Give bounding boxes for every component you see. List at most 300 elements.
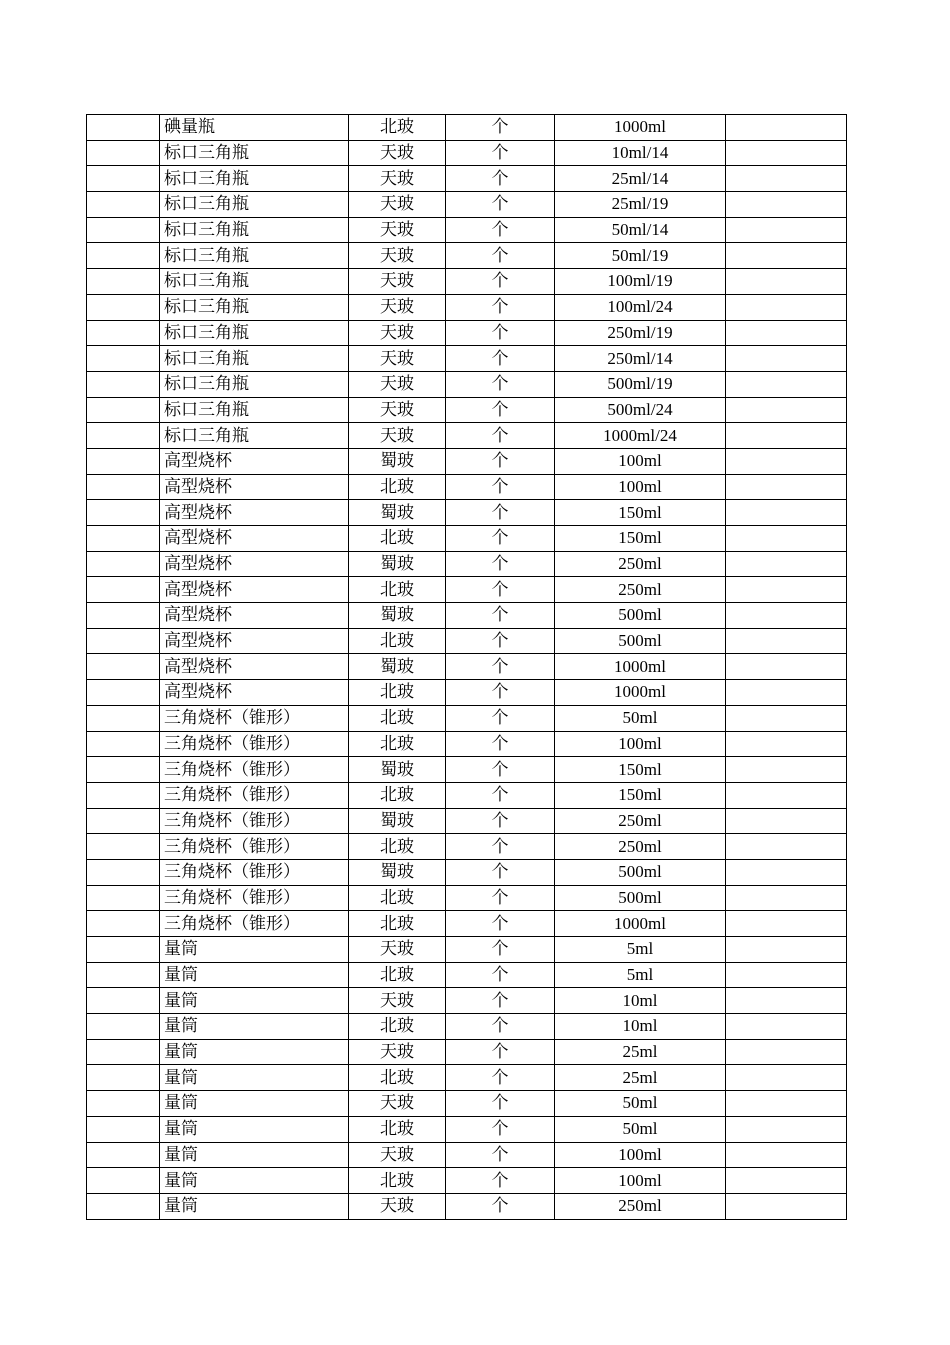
manufacturer-cell: 天玻	[349, 217, 446, 243]
spec-cell: 5ml	[555, 962, 726, 988]
table-row	[87, 782, 847, 808]
manufacturer-cell: 天玻	[349, 1039, 446, 1065]
remarks-cell	[726, 1014, 847, 1040]
table-body	[87, 115, 847, 1220]
table-row	[87, 937, 847, 963]
table-row	[87, 731, 847, 757]
index-cell	[87, 654, 160, 680]
unit-cell: 个	[446, 1116, 555, 1142]
spec-cell: 250ml	[555, 551, 726, 577]
index-cell	[87, 1091, 160, 1117]
manufacturer-cell: 蜀玻	[349, 808, 446, 834]
remarks-cell	[726, 705, 847, 731]
remarks-cell	[726, 937, 847, 963]
item-name-cell: 三角烧杯（锥形）	[160, 911, 349, 937]
unit-cell: 个	[446, 1193, 555, 1219]
unit-cell: 个	[446, 628, 555, 654]
index-cell	[87, 371, 160, 397]
item-name-cell: 三角烧杯（锥形）	[160, 757, 349, 783]
item-name-cell: 标口三角瓶	[160, 423, 349, 449]
remarks-cell	[726, 1039, 847, 1065]
item-name-cell: 量筒	[160, 1193, 349, 1219]
item-name-cell: 三角烧杯（锥形）	[160, 808, 349, 834]
table-row	[87, 577, 847, 603]
item-name-cell: 高型烧杯	[160, 526, 349, 552]
spec-cell: 150ml	[555, 782, 726, 808]
remarks-cell	[726, 140, 847, 166]
index-cell	[87, 628, 160, 654]
index-cell	[87, 115, 160, 141]
index-cell	[87, 320, 160, 346]
item-name-cell: 高型烧杯	[160, 448, 349, 474]
item-name-cell: 标口三角瓶	[160, 294, 349, 320]
remarks-cell	[726, 782, 847, 808]
table-row	[87, 243, 847, 269]
unit-cell: 个	[446, 782, 555, 808]
item-name-cell: 量筒	[160, 937, 349, 963]
unit-cell: 个	[446, 551, 555, 577]
spec-cell: 10ml	[555, 988, 726, 1014]
index-cell	[87, 269, 160, 295]
spec-cell: 25ml/14	[555, 166, 726, 192]
spec-cell: 1000ml	[555, 654, 726, 680]
item-name-cell: 高型烧杯	[160, 500, 349, 526]
item-name-cell: 三角烧杯（锥形）	[160, 731, 349, 757]
unit-cell: 个	[446, 474, 555, 500]
table-row	[87, 140, 847, 166]
unit-cell: 个	[446, 603, 555, 629]
remarks-cell	[726, 988, 847, 1014]
spec-cell: 50ml	[555, 1116, 726, 1142]
spec-cell: 250ml	[555, 808, 726, 834]
item-name-cell: 量筒	[160, 1168, 349, 1194]
spec-cell: 150ml	[555, 757, 726, 783]
unit-cell: 个	[446, 397, 555, 423]
table-row	[87, 294, 847, 320]
index-cell	[87, 1014, 160, 1040]
item-name-cell: 三角烧杯（锥形）	[160, 834, 349, 860]
unit-cell: 个	[446, 988, 555, 1014]
unit-cell: 个	[446, 320, 555, 346]
table-row	[87, 859, 847, 885]
index-cell	[87, 782, 160, 808]
table-row	[87, 320, 847, 346]
index-cell	[87, 294, 160, 320]
spec-cell: 25ml	[555, 1039, 726, 1065]
manufacturer-cell: 蜀玻	[349, 859, 446, 885]
item-name-cell: 高型烧杯	[160, 654, 349, 680]
remarks-cell	[726, 1091, 847, 1117]
unit-cell: 个	[446, 294, 555, 320]
table-row	[87, 269, 847, 295]
table-row	[87, 448, 847, 474]
manufacturer-cell: 天玻	[349, 192, 446, 218]
glassware-table	[86, 114, 847, 1220]
manufacturer-cell: 北玻	[349, 115, 446, 141]
remarks-cell	[726, 859, 847, 885]
manufacturer-cell: 北玻	[349, 577, 446, 603]
manufacturer-cell: 北玻	[349, 1168, 446, 1194]
spec-cell: 500ml	[555, 628, 726, 654]
item-name-cell: 量筒	[160, 1065, 349, 1091]
table-row	[87, 680, 847, 706]
remarks-cell	[726, 731, 847, 757]
unit-cell: 个	[446, 448, 555, 474]
unit-cell: 个	[446, 1142, 555, 1168]
index-cell	[87, 526, 160, 552]
index-cell	[87, 937, 160, 963]
spec-cell: 25ml	[555, 1065, 726, 1091]
unit-cell: 个	[446, 140, 555, 166]
unit-cell: 个	[446, 346, 555, 372]
remarks-cell	[726, 551, 847, 577]
table-row	[87, 808, 847, 834]
remarks-cell	[726, 885, 847, 911]
remarks-cell	[726, 1065, 847, 1091]
table-row	[87, 757, 847, 783]
spec-cell: 1000ml	[555, 680, 726, 706]
table-row	[87, 628, 847, 654]
manufacturer-cell: 天玻	[349, 1142, 446, 1168]
manufacturer-cell: 天玻	[349, 423, 446, 449]
spec-cell: 100ml	[555, 1142, 726, 1168]
manufacturer-cell: 北玻	[349, 526, 446, 552]
remarks-cell	[726, 500, 847, 526]
remarks-cell	[726, 911, 847, 937]
table-row	[87, 885, 847, 911]
table-row	[87, 988, 847, 1014]
table-row	[87, 962, 847, 988]
index-cell	[87, 705, 160, 731]
manufacturer-cell: 蜀玻	[349, 654, 446, 680]
unit-cell: 个	[446, 166, 555, 192]
table-row	[87, 603, 847, 629]
item-name-cell: 标口三角瓶	[160, 140, 349, 166]
manufacturer-cell: 天玻	[349, 1193, 446, 1219]
index-cell	[87, 448, 160, 474]
spec-cell: 250ml	[555, 834, 726, 860]
table-row	[87, 500, 847, 526]
unit-cell: 个	[446, 1168, 555, 1194]
remarks-cell	[726, 1193, 847, 1219]
manufacturer-cell: 北玻	[349, 834, 446, 860]
item-name-cell: 标口三角瓶	[160, 166, 349, 192]
item-name-cell: 标口三角瓶	[160, 269, 349, 295]
item-name-cell: 量筒	[160, 1116, 349, 1142]
spec-cell: 50ml/14	[555, 217, 726, 243]
spec-cell: 500ml	[555, 603, 726, 629]
table-row	[87, 1039, 847, 1065]
spec-cell: 50ml	[555, 1091, 726, 1117]
table-row	[87, 371, 847, 397]
manufacturer-cell: 天玻	[349, 166, 446, 192]
index-cell	[87, 757, 160, 783]
table-row	[87, 1142, 847, 1168]
remarks-cell	[726, 166, 847, 192]
spec-cell: 150ml	[555, 500, 726, 526]
index-cell	[87, 1193, 160, 1219]
item-name-cell: 量筒	[160, 1014, 349, 1040]
manufacturer-cell: 天玻	[349, 988, 446, 1014]
index-cell	[87, 603, 160, 629]
spec-cell: 100ml/24	[555, 294, 726, 320]
remarks-cell	[726, 603, 847, 629]
index-cell	[87, 988, 160, 1014]
index-cell	[87, 166, 160, 192]
remarks-cell	[726, 577, 847, 603]
table-row	[87, 654, 847, 680]
remarks-cell	[726, 1142, 847, 1168]
item-name-cell: 量筒	[160, 962, 349, 988]
unit-cell: 个	[446, 911, 555, 937]
unit-cell: 个	[446, 834, 555, 860]
unit-cell: 个	[446, 115, 555, 141]
remarks-cell	[726, 962, 847, 988]
remarks-cell	[726, 294, 847, 320]
remarks-cell	[726, 526, 847, 552]
item-name-cell: 量筒	[160, 1091, 349, 1117]
unit-cell: 个	[446, 1091, 555, 1117]
manufacturer-cell: 北玻	[349, 782, 446, 808]
table-row	[87, 834, 847, 860]
spec-cell: 50ml/19	[555, 243, 726, 269]
remarks-cell	[726, 192, 847, 218]
spec-cell: 250ml	[555, 1193, 726, 1219]
remarks-cell	[726, 423, 847, 449]
unit-cell: 个	[446, 885, 555, 911]
item-name-cell: 碘量瓶	[160, 115, 349, 141]
remarks-cell	[726, 808, 847, 834]
manufacturer-cell: 天玻	[349, 320, 446, 346]
unit-cell: 个	[446, 731, 555, 757]
item-name-cell: 量筒	[160, 988, 349, 1014]
manufacturer-cell: 天玻	[349, 294, 446, 320]
table-row	[87, 1091, 847, 1117]
unit-cell: 个	[446, 526, 555, 552]
spec-cell: 500ml/24	[555, 397, 726, 423]
remarks-cell	[726, 628, 847, 654]
table-row	[87, 217, 847, 243]
manufacturer-cell: 北玻	[349, 705, 446, 731]
remarks-cell	[726, 680, 847, 706]
index-cell	[87, 911, 160, 937]
item-name-cell: 三角烧杯（锥形）	[160, 782, 349, 808]
index-cell	[87, 1142, 160, 1168]
spec-cell: 250ml/19	[555, 320, 726, 346]
table-row	[87, 526, 847, 552]
index-cell	[87, 808, 160, 834]
spec-cell: 1000ml	[555, 115, 726, 141]
manufacturer-cell: 天玻	[349, 937, 446, 963]
index-cell	[87, 885, 160, 911]
item-name-cell: 高型烧杯	[160, 474, 349, 500]
index-cell	[87, 217, 160, 243]
table-row	[87, 474, 847, 500]
manufacturer-cell: 北玻	[349, 731, 446, 757]
manufacturer-cell: 北玻	[349, 885, 446, 911]
item-name-cell: 标口三角瓶	[160, 346, 349, 372]
manufacturer-cell: 天玻	[349, 140, 446, 166]
table-row	[87, 911, 847, 937]
index-cell	[87, 1039, 160, 1065]
item-name-cell: 标口三角瓶	[160, 192, 349, 218]
item-name-cell: 标口三角瓶	[160, 397, 349, 423]
manufacturer-cell: 北玻	[349, 474, 446, 500]
spec-cell: 1000ml/24	[555, 423, 726, 449]
manufacturer-cell: 北玻	[349, 1014, 446, 1040]
spec-cell: 10ml/14	[555, 140, 726, 166]
table-row	[87, 705, 847, 731]
unit-cell: 个	[446, 859, 555, 885]
index-cell	[87, 1065, 160, 1091]
index-cell	[87, 834, 160, 860]
unit-cell: 个	[446, 1039, 555, 1065]
remarks-cell	[726, 834, 847, 860]
remarks-cell	[726, 448, 847, 474]
manufacturer-cell: 蜀玻	[349, 603, 446, 629]
remarks-cell	[726, 346, 847, 372]
spec-cell: 100ml	[555, 448, 726, 474]
manufacturer-cell: 蜀玻	[349, 551, 446, 577]
spec-cell: 5ml	[555, 937, 726, 963]
remarks-cell	[726, 757, 847, 783]
spec-cell: 50ml	[555, 705, 726, 731]
manufacturer-cell: 北玻	[349, 680, 446, 706]
remarks-cell	[726, 115, 847, 141]
index-cell	[87, 680, 160, 706]
unit-cell: 个	[446, 1014, 555, 1040]
item-name-cell: 标口三角瓶	[160, 217, 349, 243]
spec-cell: 1000ml	[555, 911, 726, 937]
index-cell	[87, 474, 160, 500]
index-cell	[87, 243, 160, 269]
table-row	[87, 1193, 847, 1219]
unit-cell: 个	[446, 217, 555, 243]
table-row	[87, 1116, 847, 1142]
unit-cell: 个	[446, 962, 555, 988]
unit-cell: 个	[446, 808, 555, 834]
spec-cell: 25ml/19	[555, 192, 726, 218]
item-name-cell: 标口三角瓶	[160, 243, 349, 269]
index-cell	[87, 551, 160, 577]
index-cell	[87, 140, 160, 166]
spec-cell: 150ml	[555, 526, 726, 552]
index-cell	[87, 1168, 160, 1194]
item-name-cell: 量筒	[160, 1142, 349, 1168]
manufacturer-cell: 北玻	[349, 1116, 446, 1142]
unit-cell: 个	[446, 269, 555, 295]
spec-cell: 10ml	[555, 1014, 726, 1040]
spec-cell: 500ml/19	[555, 371, 726, 397]
manufacturer-cell: 天玻	[349, 243, 446, 269]
unit-cell: 个	[446, 243, 555, 269]
item-name-cell: 高型烧杯	[160, 603, 349, 629]
unit-cell: 个	[446, 423, 555, 449]
manufacturer-cell: 天玻	[349, 269, 446, 295]
spec-cell: 100ml	[555, 731, 726, 757]
item-name-cell: 高型烧杯	[160, 577, 349, 603]
manufacturer-cell: 天玻	[349, 1091, 446, 1117]
index-cell	[87, 731, 160, 757]
remarks-cell	[726, 320, 847, 346]
unit-cell: 个	[446, 654, 555, 680]
index-cell	[87, 397, 160, 423]
unit-cell: 个	[446, 192, 555, 218]
manufacturer-cell: 北玻	[349, 1065, 446, 1091]
item-name-cell: 高型烧杯	[160, 680, 349, 706]
unit-cell: 个	[446, 680, 555, 706]
item-name-cell: 标口三角瓶	[160, 371, 349, 397]
table-row	[87, 423, 847, 449]
item-name-cell: 三角烧杯（锥形）	[160, 885, 349, 911]
unit-cell: 个	[446, 1065, 555, 1091]
index-cell	[87, 423, 160, 449]
remarks-cell	[726, 397, 847, 423]
manufacturer-cell: 蜀玻	[349, 757, 446, 783]
table-row	[87, 166, 847, 192]
table-row	[87, 1065, 847, 1091]
table-row	[87, 551, 847, 577]
table-row	[87, 1168, 847, 1194]
manufacturer-cell: 蜀玻	[349, 448, 446, 474]
unit-cell: 个	[446, 371, 555, 397]
remarks-cell	[726, 654, 847, 680]
table-row	[87, 115, 847, 141]
unit-cell: 个	[446, 577, 555, 603]
spec-cell: 500ml	[555, 885, 726, 911]
index-cell	[87, 192, 160, 218]
remarks-cell	[726, 243, 847, 269]
manufacturer-cell: 北玻	[349, 911, 446, 937]
table-row	[87, 397, 847, 423]
index-cell	[87, 346, 160, 372]
item-name-cell: 高型烧杯	[160, 551, 349, 577]
item-name-cell: 量筒	[160, 1039, 349, 1065]
unit-cell: 个	[446, 757, 555, 783]
spec-cell: 100ml	[555, 1168, 726, 1194]
index-cell	[87, 962, 160, 988]
remarks-cell	[726, 371, 847, 397]
item-name-cell: 三角烧杯（锥形）	[160, 705, 349, 731]
spec-cell: 250ml	[555, 577, 726, 603]
manufacturer-cell: 北玻	[349, 962, 446, 988]
manufacturer-cell: 天玻	[349, 397, 446, 423]
manufacturer-cell: 北玻	[349, 628, 446, 654]
remarks-cell	[726, 1116, 847, 1142]
remarks-cell	[726, 1168, 847, 1194]
unit-cell: 个	[446, 937, 555, 963]
spec-cell: 500ml	[555, 859, 726, 885]
unit-cell: 个	[446, 500, 555, 526]
spec-cell: 250ml/14	[555, 346, 726, 372]
item-name-cell: 三角烧杯（锥形）	[160, 859, 349, 885]
remarks-cell	[726, 269, 847, 295]
table-row	[87, 192, 847, 218]
table-row	[87, 1014, 847, 1040]
item-name-cell: 标口三角瓶	[160, 320, 349, 346]
spec-cell: 100ml	[555, 474, 726, 500]
table-row	[87, 346, 847, 372]
unit-cell: 个	[446, 705, 555, 731]
remarks-cell	[726, 217, 847, 243]
remarks-cell	[726, 474, 847, 500]
manufacturer-cell: 蜀玻	[349, 500, 446, 526]
index-cell	[87, 500, 160, 526]
index-cell	[87, 1116, 160, 1142]
spec-cell: 100ml/19	[555, 269, 726, 295]
manufacturer-cell: 天玻	[349, 371, 446, 397]
manufacturer-cell: 天玻	[349, 346, 446, 372]
